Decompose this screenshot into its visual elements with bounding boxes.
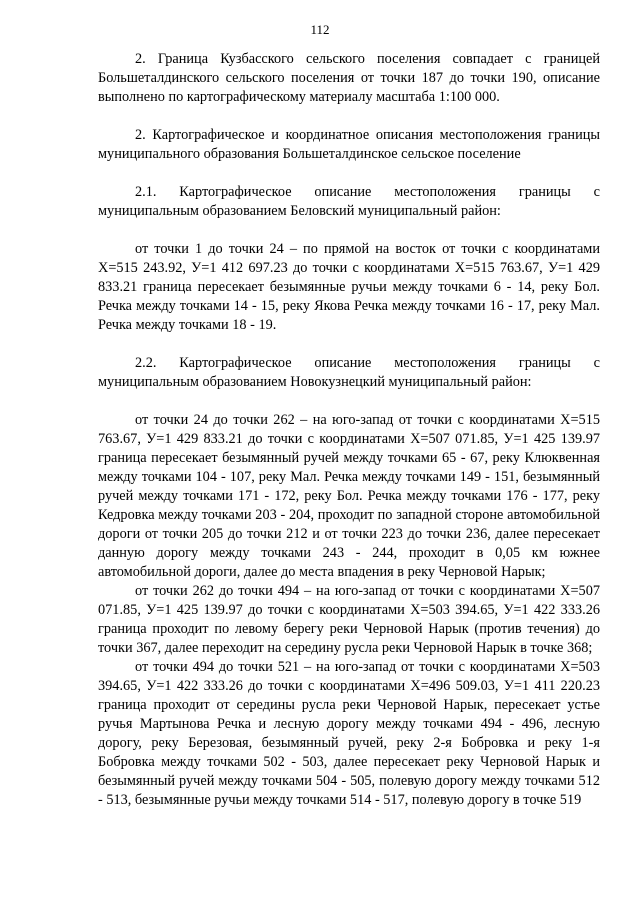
section-heading-2-1: 2.1. Картографическое описание местоположения границы с муниципальным образованием Беловский муниципальный район: [98, 184, 600, 219]
section-heading-2-2: 2.2. Картографическое описание местоположения границы с муниципальным образованием Новокузнецкий муниципальный район: [98, 355, 600, 390]
page-number: 112 [310, 22, 330, 37]
paragraph-points-494-521: от точки 494 до точки 521 – на юго-запад от точки с координатами Х=503 394.65, У=1 422 333.26 до точки с координатами Х=496 509.03, У=1 411 220.23 граница проходит от середины русла реки Черновой Нарык, пересекает устье ручья Мартынова Речка и лесную дорогу между точками 494 - 496, лесную дорогу, реку Березовая, безымянный ручей, реку 2-я Бобровка и реку 1-я Бобровка между точками 502 - 503, далее пересекает реку Черновой Нарык и безымянный ручей между точками 504 - 505, полевую дорогу между точками 512 - 513, безымянные ручьи между точками 514 - 517, полевую дорогу в точке 519 [98, 659, 600, 808]
paragraph-points-1-24: от точки 1 до точки 24 – по прямой на восток от точки с координатами Х=515 243.92, У=1 412 697.23 до точки с координатами Х=515 763.67, У=1 429 833.21 граница пересекает безымянные ручьи между точками 6 - 14, реку Бол. Речка между точками 14 - 15, реку Якова Речка между точками 16 - 17, реку Мал. Речка между точками 18 - 19. [98, 241, 600, 333]
section-heading-2: 2. Картографическое и координатное описания местоположения границы муниципального образования Большеталдинское сельское поселение [98, 127, 600, 162]
document-body [98, 50, 600, 810]
paragraph-points-24-262: от точки 24 до точки 262 – на юго-запад от точки с координатами Х=515 763.67, У=1 429 833.21 до точки с координатами Х=507 071.85, У=1 425 139.97 граница пересекает безымянный ручей между точками 65 - 67, реку Клюквенная между точками 104 - 107, реку Мал. Речка между точками 149 - 151, безымянный ручей между точками 171 - 172, реку Бол. Речка между точками 176 - 177, реку Кедровка между точками 203 - 204, проходит по западной стороне автомобильной дороги от точки 205 до точки 212 и от точки 223 до точки 236, далее пересекает данную дорогу между точками 243 - 244, проходит в 0,05 км южнее автомобильной дороги, далее до места впадения в реку Черновой Нарык; [98, 412, 600, 580]
paragraph-points-262-494: от точки 262 до точки 494 – на юго-запад от точки с координатами Х=507 071.85, У=1 425 139.97 до точки с координатами Х=503 394.65, У=1 422 333.26 граница проходит по левому берегу реки Черновой Нарык (против течения) до точки 367, далее переходит на середину русла реки Черновой Нарык в точке 368; [98, 583, 600, 656]
paragraph-kuzbass-boundary: 2. Граница Кузбасского сельского поселения совпадает с границей Большеталдинского сельского поселения от точки 187 до точки 190, описание выполнено по картографическому материалу масштаба 1:100 000. [98, 51, 600, 105]
